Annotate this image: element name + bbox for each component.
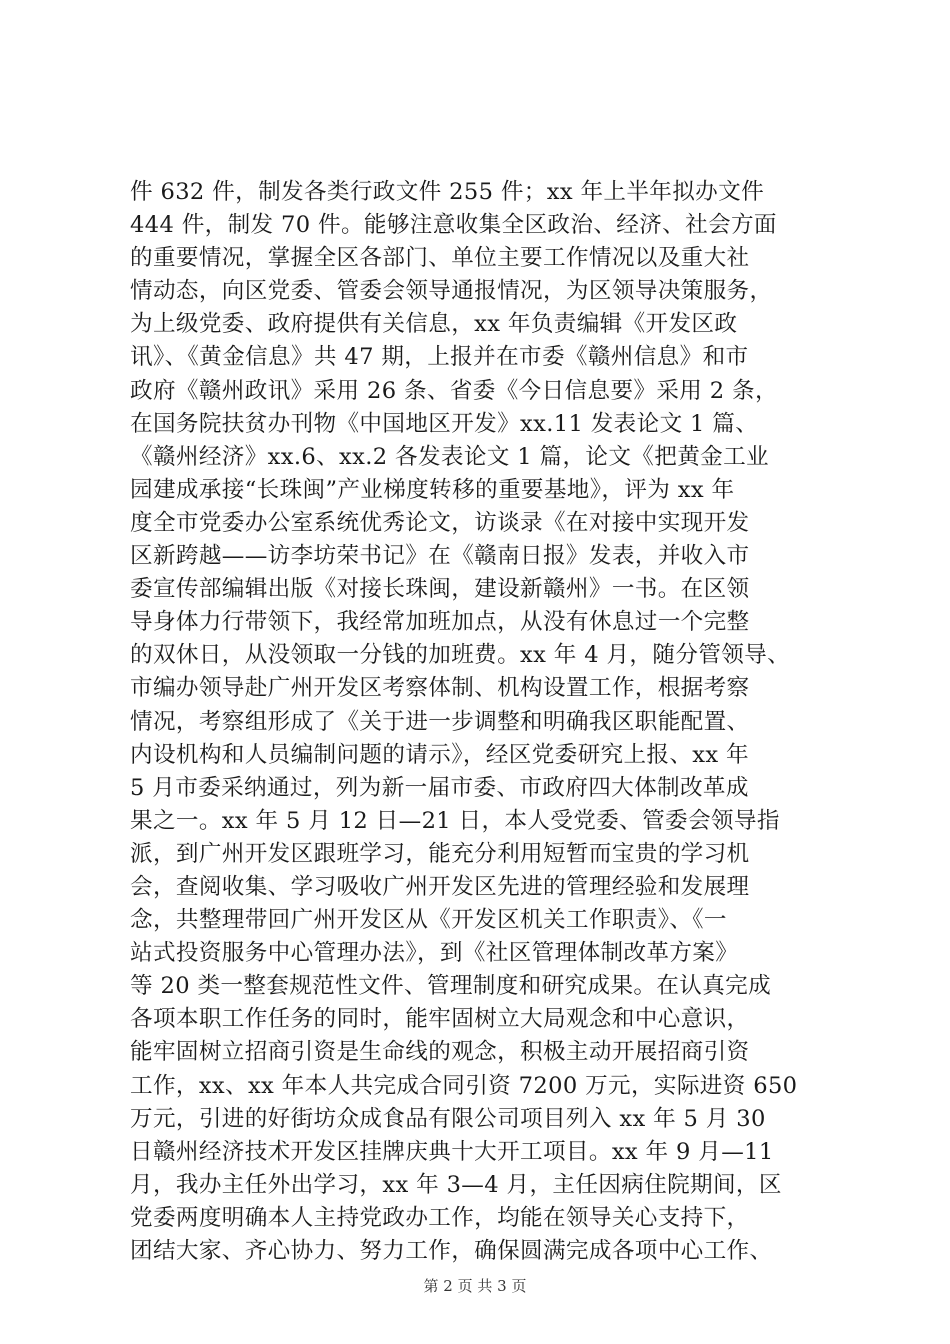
page-number: 第 2 页 共 3 页 [423,1277,527,1295]
text-line: 会，查阅收集、学习吸收广州开发区先进的管理经验和发展理 [130,873,750,900]
text-line: 讯》、《黄金信息》共 47 期，上报并在市委《赣州信息》和市 [130,344,749,371]
text-line: 内设机构和人员编制问题的请示》，经区党委研究上报、xx 年 [130,741,749,768]
text-line: 党委两度明确本人主持党政办工作，均能在领导关心支持下， [130,1204,750,1231]
text-line: 在国务院扶贫办刊物《中国地区开发》xx.11 发表论文 1 篇、 [130,410,759,437]
text-line: 度全市党委办公室系统优秀论文，访谈录《在对接中实现开发 [130,509,750,536]
text-line: 能牢固树立招商引资是生命线的观念，积极主动开展招商引资 [130,1039,750,1066]
text-line: 各项本职工作任务的同时，能牢固树立大局观念和中心意识， [130,1006,750,1033]
text-line: 5 月市委采纳通过，列为新一届市委、市政府四大体制改革成 [130,774,749,801]
text-line: 的重要情况，掌握全区各部门、单位主要工作情况以及重大社 [130,245,750,272]
text-line: 委宣传部编辑出版《对接长珠闽，建设新赣州》一书。在区领 [130,576,750,603]
text-line: 园建成承接“长珠闽”产业梯度转移的重要基地》，评为 xx 年 [130,476,735,503]
text-line: 日赣州经济技术开发区挂牌庆典十大开工项目。xx 年 9 月—11 [130,1138,774,1165]
text-line: 为上级党委、政府提供有关信息，xx 年负责编辑《开发区政 [130,311,738,338]
text-line: 导身体力行带领下，我经常加班加点，从没有休息过一个完整 [130,609,750,636]
body-text [130,176,842,1268]
text-line: 月，我办主任外出学习，xx 年 3—4 月，主任因病住院期间，区 [130,1171,782,1198]
text-line: 的双休日，从没领取一分钱的加班费。xx 年 4 月，随分管领导、 [130,642,791,669]
text-line: 情动态，向区党委、管委会领导通报情况，为区领导决策服务， [130,278,773,305]
text-line: 万元，引进的好街坊众成食品有限公司项目列入 xx 年 5 月 30 [130,1105,766,1132]
text-line: 工作，xx、xx 年本人共完成合同引资 7200 万元，实际进资 650 [130,1072,798,1099]
text-line: 派，到广州开发区跟班学习，能充分利用短暂而宝贵的学习机 [130,840,750,867]
text-line: 站式投资服务中心管理办法》，到《社区管理体制改革方案》 [130,940,739,967]
text-line: 念，共整理带回广州开发区从《开发区机关工作职责》、《一 [130,907,727,934]
text-line: 团结大家、齐心协力、努力工作，确保圆满完成各项中心工作、 [130,1238,773,1264]
text-line: 果之一。xx 年 5 月 12 日—21 日，本人受党委、管委会领导指 [130,807,780,834]
text-line: 政府《赣州政讯》采用 26 条、省委《今日信息要》采用 2 条， [130,377,778,404]
text-line: 区新跨越——访李坊荣书记》在《赣南日报》发表，并收入市 [130,543,750,570]
text-line: 情况，考察组形成了《关于进一步调整和明确我区职能配置、 [130,708,750,735]
text-line: 等 20 类一整套规范性文件、管理制度和研究成果。在认真完成 [130,973,772,1000]
page-footer [0,1276,950,1296]
text-line: 件 632 件，制发各类行政文件 255 件；xx 年上半年拟办文件 [130,179,765,205]
text-line: 市编办领导赴广州开发区考察体制、机构设置工作，根据考察 [130,675,750,702]
text-line: 444 件，制发 70 件。能够注意收集全区政治、经济、社会方面 [130,212,777,239]
text-line: 《赣州经济》xx.6、xx.2 各发表论文 1 篇，论文《把黄金工业 [130,443,769,470]
